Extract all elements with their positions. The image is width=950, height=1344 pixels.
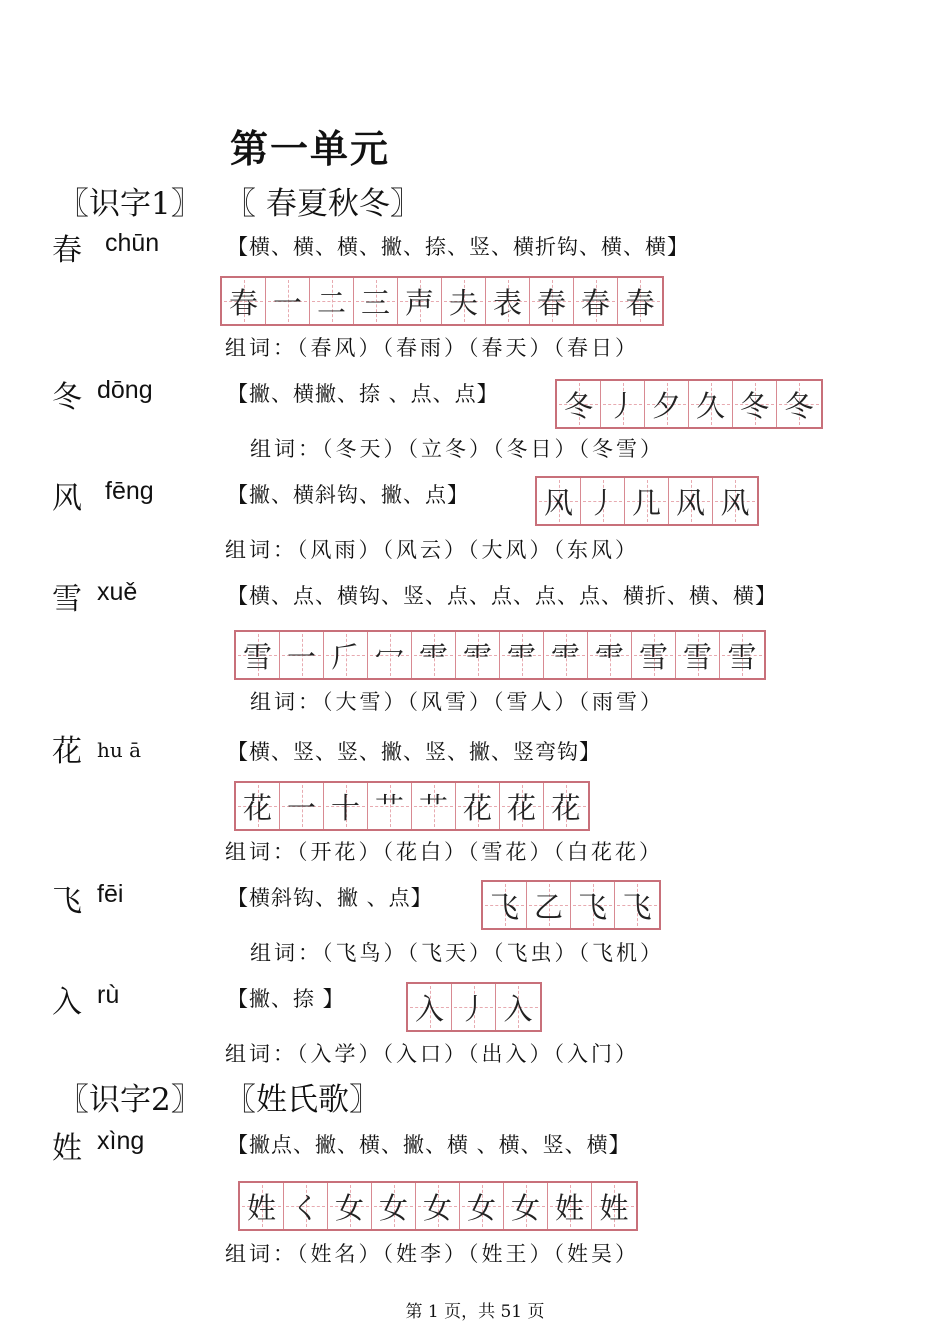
stroke-grid bbox=[234, 781, 590, 831]
grid-cell: 花 bbox=[544, 783, 588, 829]
grid-cell: 丿 bbox=[581, 478, 625, 524]
grid-cell: 二 bbox=[310, 278, 354, 324]
grid-cell: 飞 bbox=[483, 882, 527, 928]
stroke-grid bbox=[481, 880, 661, 930]
grid-cell: ⻗ bbox=[544, 632, 588, 678]
grid-cell: 风 bbox=[537, 478, 581, 524]
page-footer: 第 1 页，共 51 页 bbox=[405, 1302, 545, 1322]
grid-cell: 丿 bbox=[452, 984, 496, 1030]
entry-char: 飞 bbox=[52, 884, 82, 919]
grid-cell: 雪 bbox=[236, 632, 280, 678]
stroke-order: 【撇、捺 】 bbox=[227, 987, 345, 1011]
word-examples: 组词：（入学）（入口）（出入）（入门） bbox=[225, 1042, 639, 1066]
entry-char: 姓 bbox=[52, 1131, 82, 1166]
grid-cell: 夕 bbox=[645, 381, 689, 427]
grid-cell: 春 bbox=[574, 278, 618, 324]
grid-cell: 一 bbox=[280, 632, 324, 678]
entry-pinyin: fēng bbox=[105, 477, 154, 505]
grid-cell: 十 bbox=[324, 783, 368, 829]
word-examples: 组词：（冬天）（立冬）（冬日）（冬雪） bbox=[250, 437, 664, 461]
section-label: 〖识字1〗 bbox=[58, 186, 202, 222]
stroke-grid bbox=[234, 630, 766, 680]
grid-cell: 飞 bbox=[571, 882, 615, 928]
word-examples: 组词：（大雪）（风雪）（雪人）（雨雪） bbox=[250, 690, 664, 714]
grid-cell: 夫 bbox=[442, 278, 486, 324]
grid-cell: 一 bbox=[280, 783, 324, 829]
grid-cell: 冬 bbox=[777, 381, 821, 427]
grid-cell: 冬 bbox=[733, 381, 777, 427]
grid-cell: 春 bbox=[618, 278, 662, 324]
grid-cell: 女 bbox=[372, 1183, 416, 1229]
entry-pinyin: xuě bbox=[97, 578, 138, 606]
word-examples: 组词：（风雨）（风云）（大风）（东风） bbox=[225, 538, 639, 562]
grid-cell: 乙 bbox=[527, 882, 571, 928]
grid-cell: 冬 bbox=[557, 381, 601, 427]
grid-cell: ⻗ bbox=[412, 632, 456, 678]
section-name: 〖姓氏歌〗 bbox=[225, 1082, 380, 1118]
entry-pinyin: hu ā bbox=[97, 738, 142, 762]
grid-cell: ⻗ bbox=[500, 632, 544, 678]
stroke-grid bbox=[555, 379, 823, 429]
grid-cell: 丿 bbox=[601, 381, 645, 427]
grid-cell: 一 bbox=[266, 278, 310, 324]
stroke-order: 【横、点、横钩、竖、点、点、点、点、横折、横、横】 bbox=[227, 584, 777, 608]
entry-pinyin: rù bbox=[97, 981, 120, 1009]
stroke-grid bbox=[535, 476, 759, 526]
word-examples: 组词：（春风）（春雨）（春天）（春日） bbox=[225, 336, 639, 360]
grid-cell: 花 bbox=[236, 783, 280, 829]
grid-cell: 风 bbox=[713, 478, 757, 524]
grid-cell: 艹 bbox=[412, 783, 456, 829]
entry-char: 春 bbox=[52, 233, 82, 268]
entry-char: 花 bbox=[52, 734, 82, 769]
stroke-order: 【横斜钩、撇 、点】 bbox=[227, 886, 433, 910]
grid-cell: 姓 bbox=[240, 1183, 284, 1229]
grid-cell: 姓 bbox=[592, 1183, 636, 1229]
grid-cell: 飞 bbox=[615, 882, 659, 928]
grid-cell: 入 bbox=[496, 984, 540, 1030]
entry-pinyin: chūn bbox=[105, 229, 160, 257]
grid-cell: 女 bbox=[328, 1183, 372, 1229]
grid-cell: 几 bbox=[625, 478, 669, 524]
section-label: 〖识字2〗 bbox=[58, 1082, 202, 1118]
grid-cell: 雪 bbox=[720, 632, 764, 678]
word-examples: 组词：（姓名）（姓李）（姓王）（姓吴） bbox=[225, 1242, 639, 1266]
stroke-order: 【撇、横撇、捺 、点、点】 bbox=[227, 382, 499, 406]
stroke-grid bbox=[406, 982, 542, 1032]
grid-cell: 雪 bbox=[632, 632, 676, 678]
stroke-grid bbox=[238, 1181, 638, 1231]
stroke-order: 【横、横、横、撇、捺、竖、横折钩、横、横】 bbox=[227, 235, 689, 259]
grid-cell: 姓 bbox=[548, 1183, 592, 1229]
grid-cell: 女 bbox=[460, 1183, 504, 1229]
entry-char: 入 bbox=[52, 985, 82, 1020]
entry-pinyin: dōng bbox=[97, 376, 153, 404]
grid-cell: ⻗ bbox=[456, 632, 500, 678]
grid-cell: 风 bbox=[669, 478, 713, 524]
grid-cell: ⻗ bbox=[588, 632, 632, 678]
grid-cell: 入 bbox=[408, 984, 452, 1030]
entry-char: 风 bbox=[52, 481, 82, 516]
word-examples: 组词：（开花）（花白）（雪花）（白花花） bbox=[225, 840, 663, 864]
grid-cell: 三 bbox=[354, 278, 398, 324]
grid-cell: 艹 bbox=[368, 783, 412, 829]
grid-cell: 花 bbox=[456, 783, 500, 829]
entry-char: 冬 bbox=[52, 380, 82, 415]
section-name: 〖 春夏秋冬〗 bbox=[225, 186, 421, 222]
stroke-order: 【撇、横斜钩、撇、点】 bbox=[227, 483, 469, 507]
grid-cell: 冖 bbox=[368, 632, 412, 678]
grid-cell: 久 bbox=[689, 381, 733, 427]
grid-cell: 雪 bbox=[676, 632, 720, 678]
page-title: 第一单元 bbox=[230, 126, 391, 171]
grid-cell: く bbox=[284, 1183, 328, 1229]
entry-pinyin: fēi bbox=[97, 880, 124, 908]
entry-pinyin: xìng bbox=[97, 1127, 145, 1155]
grid-cell: 春 bbox=[222, 278, 266, 324]
grid-cell: 表 bbox=[486, 278, 530, 324]
stroke-order: 【撇点、撇、横、撇、横 、横、竖、横】 bbox=[227, 1133, 631, 1157]
stroke-order: 【横、竖、竖、撇、竖、撇、竖弯钩】 bbox=[227, 740, 601, 764]
word-examples: 组词：（飞鸟）（飞天）（飞虫）（飞机） bbox=[250, 941, 664, 965]
stroke-grid bbox=[220, 276, 664, 326]
grid-cell: 春 bbox=[530, 278, 574, 324]
grid-cell: 花 bbox=[500, 783, 544, 829]
grid-cell: 声 bbox=[398, 278, 442, 324]
grid-cell: 𠂆 bbox=[324, 632, 368, 678]
grid-cell: 女 bbox=[416, 1183, 460, 1229]
grid-cell: 女 bbox=[504, 1183, 548, 1229]
entry-char: 雪 bbox=[52, 582, 82, 617]
